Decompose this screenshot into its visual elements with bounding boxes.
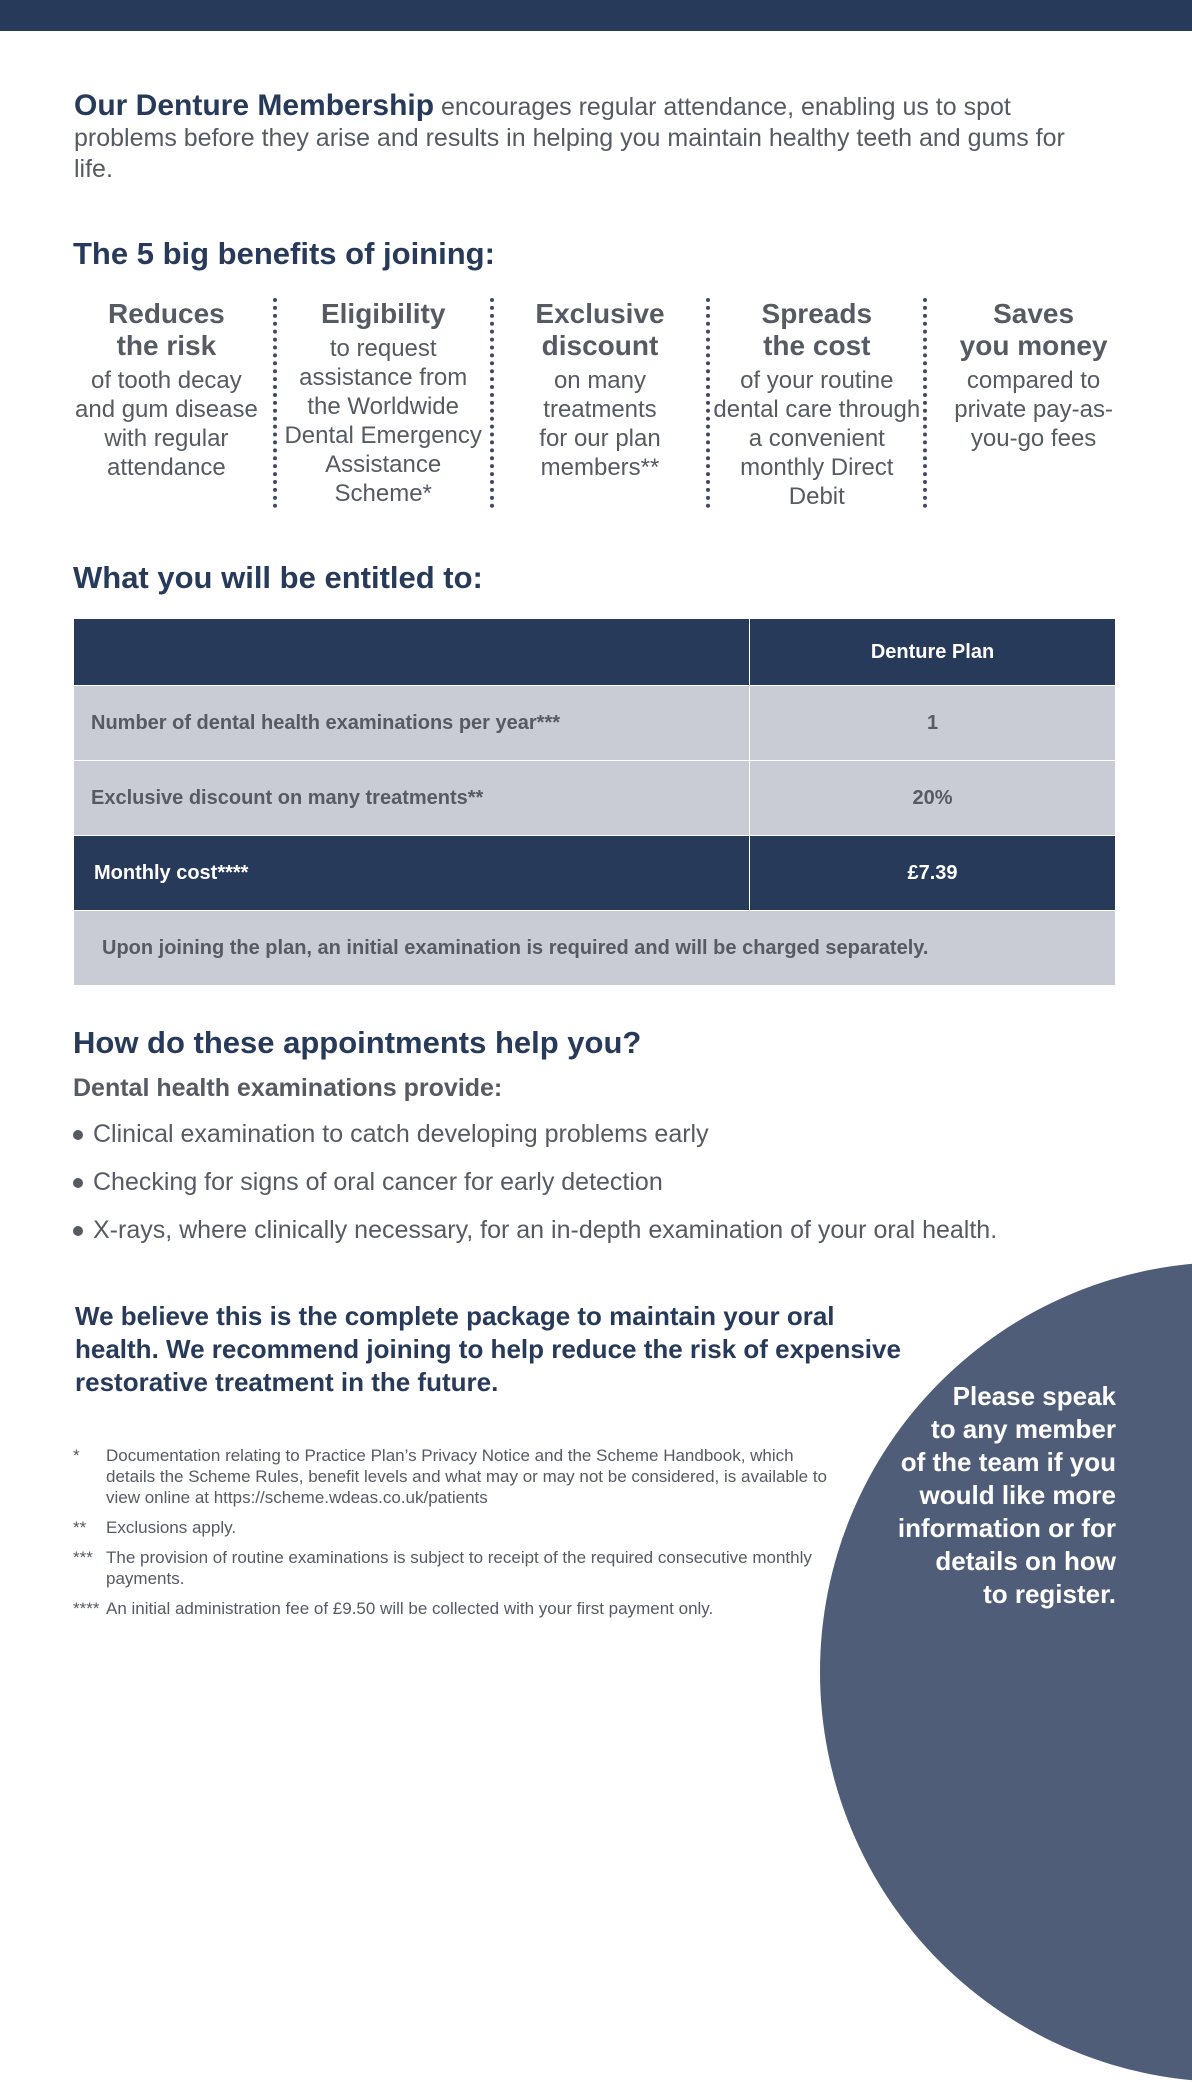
top-bar [0, 0, 1192, 31]
benefit-title: Saves you money [959, 298, 1108, 361]
bullet-dot-icon [73, 1178, 83, 1188]
benefit-reduces-risk [60, 298, 277, 508]
benefit-desc: of tooth decay and gum disease with regular attendance [75, 367, 258, 481]
row-value: 1 [750, 686, 1116, 761]
benefit-desc: of your routine dental care through a convenient monthly Direct Debit [713, 367, 921, 510]
list-item-text: Clinical examination to catch developing problems early [93, 1120, 709, 1148]
list-item [73, 1160, 997, 1208]
benefit-desc: compared to private pay-as- you-go fees [954, 367, 1113, 452]
list-item-text: Checking for signs of oral cancer for early detection [93, 1168, 663, 1196]
footnote-mark: **** [73, 1599, 100, 1618]
speak-to-team-callout: Please speak to any member of the team if you would like more information or for details on how to register. [897, 1381, 1116, 1609]
list-item [73, 1112, 997, 1160]
benefit-title: Eligibility [320, 298, 446, 329]
benefit-desc: on many treatments for our plan members** [539, 367, 661, 481]
footnote-mark: * [73, 1446, 80, 1465]
intro-lead: Our Denture Membership [74, 89, 435, 122]
footnote-mark: ** [73, 1518, 87, 1537]
footnote-mark: *** [73, 1548, 93, 1567]
footnote-text: Exclusions apply. [106, 1518, 237, 1537]
footnote-text: The provision of routine examinations is subject to receipt of the required consecutive monthly payments. [106, 1548, 812, 1588]
table-note: Upon joining the plan, an initial examination is required and will be charged separately. [74, 911, 1116, 986]
table-row [74, 761, 1116, 836]
benefit-eligibility [277, 298, 494, 508]
row-label: Exclusive discount on many treatments** [74, 761, 750, 836]
benefit-desc: to request assistance from the Worldwide Dental Emergency Assistance Scheme* [284, 335, 482, 507]
bullet-dot-icon [73, 1130, 83, 1140]
intro-text: encourages regular attendance, enabling us to spot problems before they arise and results in helping you maintain healthy teeth and gums for life. [74, 93, 1065, 183]
row-label: Number of dental health examinations per year*** [74, 686, 750, 761]
benefit-saves-money [927, 298, 1140, 508]
table-row [74, 686, 1116, 761]
entitled-heading: What you will be entitled to: [73, 560, 483, 595]
footnote [73, 1445, 833, 1508]
bullet-dot-icon [73, 1226, 83, 1236]
list-item [73, 1208, 997, 1256]
list-item-text: X-rays, where clinically necessary, for an in-depth examination of your oral health. [93, 1216, 998, 1244]
footnote [73, 1517, 833, 1538]
benefit-title: Spreads the cost [761, 298, 873, 361]
benefits-heading: The 5 big benefits of joining: [73, 236, 495, 271]
footnote [73, 1547, 833, 1589]
table-note-row [74, 911, 1116, 986]
closing-statement: We believe this is the complete package to maintain your oral health. We recommend joining to help reduce the risk of expensive restorative treatment in the future. [75, 1301, 901, 1397]
benefits-row [60, 298, 1140, 513]
plan-table [73, 618, 1116, 986]
table-header-row [74, 619, 1116, 686]
footnote-text: Documentation relating to Practice Plan’s Privacy Notice and the Scheme Handbook, which details the Scheme Rules, benefit levels and what may or may not be considered, is available to view online at https://scheme.wdeas.co.uk/patients [106, 1446, 828, 1507]
appointments-subheading: Dental health examinations provide: [73, 1074, 503, 1102]
monthly-cost-label: Monthly cost**** [74, 836, 750, 911]
row-value: 20% [750, 761, 1116, 836]
footnote [73, 1598, 833, 1619]
benefit-spreads-cost [710, 298, 927, 508]
intro-paragraph [74, 90, 1074, 185]
plan-column-header: Denture Plan [750, 619, 1116, 686]
benefit-bullet-list [73, 1112, 997, 1256]
header-blank-cell [74, 619, 750, 686]
footnotes [73, 1445, 833, 1628]
footnote-text: An initial administration fee of £9.50 will be collected with your first payment only. [106, 1599, 714, 1618]
appointments-heading: How do these appointments help you? [73, 1025, 642, 1060]
monthly-cost-value: £7.39 [750, 836, 1116, 911]
monthly-cost-row [74, 836, 1116, 911]
benefit-title: Reduces the risk [108, 298, 225, 361]
benefit-exclusive-discount [494, 298, 711, 508]
benefit-title: Exclusive discount [535, 298, 665, 361]
